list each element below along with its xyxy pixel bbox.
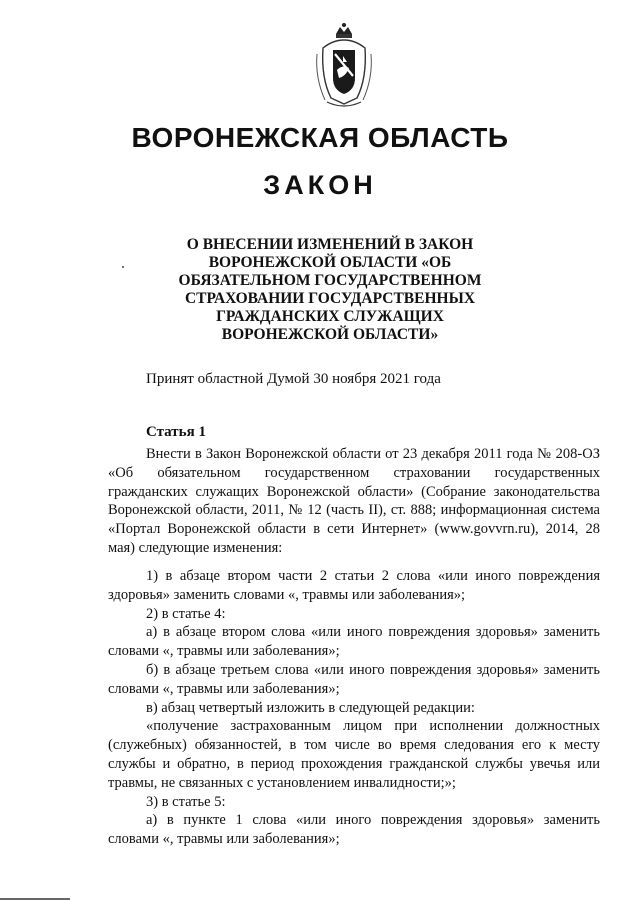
paragraph: а) в пункте 1 слова «или иного повреждения здоровья» заменить словами «, травмы или заболевания»; [108,812,600,848]
scan-speck [122,266,124,268]
law-title-line: ВОРОНЕЖСКОЙ ОБЛАСТИ «ОБ [208,254,452,271]
law-title-line: ОБЯЗАТЕЛЬНОМ ГОСУДАРСТВЕННОМ [178,272,482,289]
law-title-line: ГРАЖДАНСКИХ СЛУЖАЩИХ [216,308,444,325]
amendments-list [108,567,600,849]
paragraph: в) абзац четвертый изложить в следующей редакции: [146,699,475,716]
paragraph: б) в абзаце третьем слова «или иного повреждения здоровья» заменить словами «, травмы или заболевания»; [108,661,600,697]
paragraph: 3) в статье 5: [146,793,226,810]
document-type: ЗАКОН [263,170,377,200]
law-title-line: ВОРОНЕЖСКОЙ ОБЛАСТИ» [221,326,439,343]
coat-of-arms-emblem [313,18,375,110]
paragraph: «получение застрахованным лицом при исполнении должностных (служебных) обязанностей, в том числе во время следования его к месту службы и обратно, в период прохождения гражданской службы увечья или травмы, не связанных с установлением инвалидности;»; [108,718,600,791]
paragraph: 2) в статье 4: [146,605,226,622]
paragraph: а) в абзаце втором слова «или иного повреждения здоровья» заменить словами «, травмы или заболевания»; [108,624,600,660]
region-name: ВОРОНЕЖСКАЯ ОБЛАСТЬ [131,122,509,153]
adoption-line: Принят областной Думой 30 ноября 2021 года [146,371,441,387]
paragraph: 1) в абзаце втором части 2 статьи 2 слова «или иного повреждения здоровья» заменить словами «, травмы или заболевания»; [108,568,600,603]
law-title [140,236,520,344]
law-title-line: СТРАХОВАНИИ ГОСУДАРСТВЕННЫХ [184,290,476,307]
article-intro [108,445,600,558]
law-title-line: О ВНЕСЕНИИ ИЗМЕНЕНИЙ В ЗАКОН [186,236,474,253]
article-heading: Статья 1 [146,424,206,440]
paragraph: Внести в Закон Воронежской области от 23 декабря 2011 года № 208-ОЗ «Об обязательном государственном страховании государственных гражданских служащих Воронежской области» (Собрание законодательства Воронежской области, 2011, № 12 (часть II), ст. 888; информационная система «Портал Воронежской области в сети Интернет» (www.govvrn.ru), 2014, 28 мая) следующие изменения: [108,446,600,556]
